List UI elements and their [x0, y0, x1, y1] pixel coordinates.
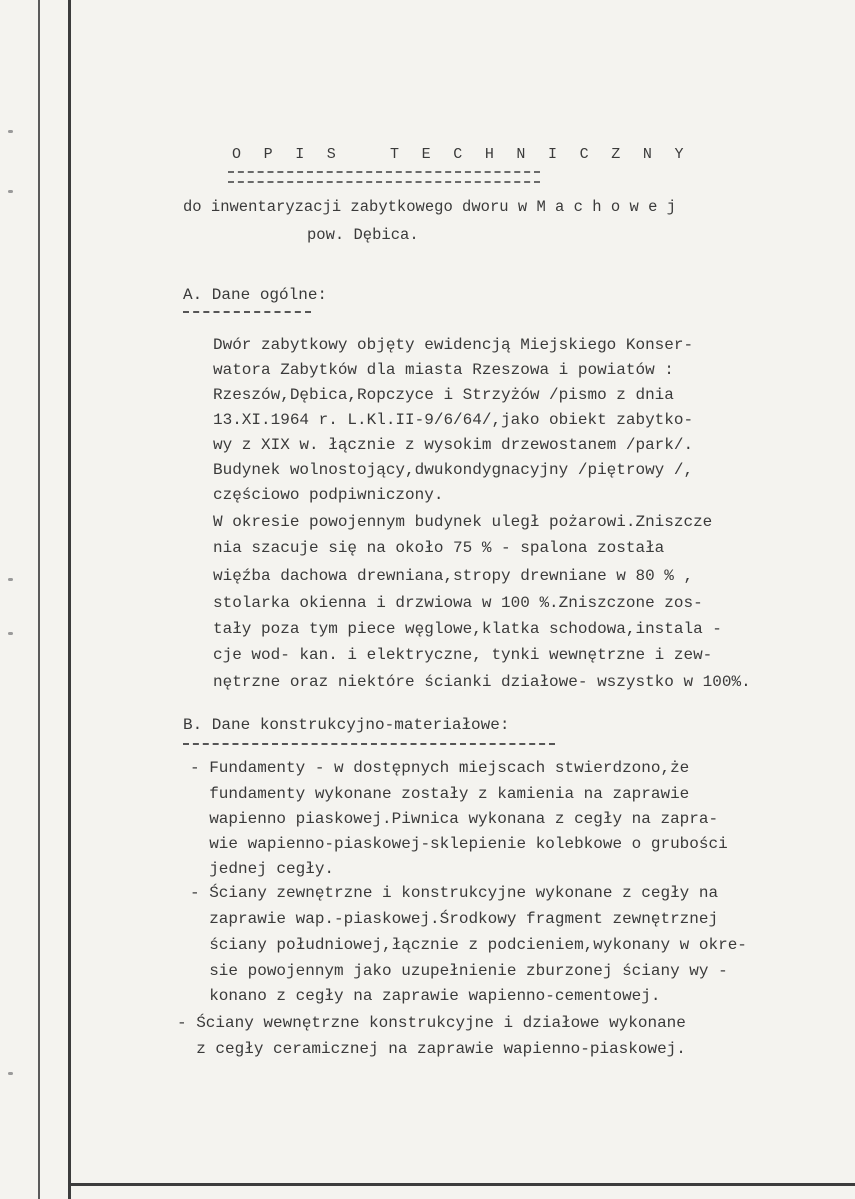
subtitle: do inwentaryzacji zabytkowego dworu w M a c h o w e j — [183, 198, 676, 216]
text-line: jednej cegły. — [190, 860, 335, 878]
section-b-underline — [183, 743, 555, 745]
text-line: konano z cegły na zaprawie wapienno-cementowej. — [190, 987, 661, 1005]
section-a-heading: A. Dane ogólne: — [183, 286, 328, 304]
text-line: W okresie powojennym budynek uległ pożarowi.Zniszcze — [213, 513, 713, 531]
punch-mark — [8, 130, 13, 133]
text-line: zaprawie wap.-piaskowej.Środkowy fragment zewnętrznej — [190, 910, 719, 928]
document-title: O P I S T E C H N I C Z N Y — [232, 146, 691, 163]
punch-mark — [8, 190, 13, 193]
text-line: fundamenty wykonane zostały z kamienia na zaprawie — [190, 785, 690, 803]
text-line: ściany południowej,łącznie z podcieniem,wykonany w okre- — [190, 936, 747, 954]
text-line: z cegły ceramicznej na zaprawie wapienno-piaskowej. — [177, 1040, 686, 1058]
text-line: sie powojennym jako uzupełnienie zburzonej ściany wy - — [190, 962, 728, 980]
text-line: nętrzne oraz niektóre ścianki działowe- wszystko w 100%. — [213, 673, 751, 691]
text-line: - Ściany wewnętrzne konstrukcyjne i działowe wykonane — [177, 1014, 686, 1032]
title-underline — [228, 171, 540, 183]
punch-mark — [8, 632, 13, 635]
text-line: Rzeszów,Dębica,Ropczyce i Strzyżów /pismo z dnia — [213, 386, 674, 404]
text-line: wapienno piaskowej.Piwnica wykonana z cegły na zapra- — [190, 810, 719, 828]
text-line: watora Zabytków dla miasta Rzeszowa i powiatów : — [213, 361, 674, 379]
text-line: wie wapienno-piaskowej-sklepienie kolebkowe o grubości — [190, 835, 728, 853]
text-line: 13.XI.1964 r. L.Kl.II-9/6/64/,jako obiekt zabytko- — [213, 411, 694, 429]
text-line: Budynek wolnostojący,dwukondygnacyjny /piętrowy /, — [213, 461, 694, 479]
punch-mark — [8, 578, 13, 581]
text-line: więźba dachowa drewniana,stropy drewniane w 80 % , — [213, 567, 694, 585]
text-line: tały poza tym piece węglowe,klatka schodowa,instala - — [213, 620, 722, 638]
binding-line — [38, 0, 40, 1199]
punch-mark — [8, 1072, 13, 1075]
text-line: częściowo podpiwniczony. — [213, 486, 444, 504]
text-line: - Ściany zewnętrzne i konstrukcyjne wykonane z cegły na — [190, 884, 719, 902]
text-line: stolarka okienna i drzwiowa w 100 %.Zniszczone zos- — [213, 594, 703, 612]
section-b-heading: B. Dane konstrukcyjno-materiałowe: — [183, 716, 510, 734]
text-line: cje wod- kan. i elektryczne, tynki wewnętrzne i zew- — [213, 646, 713, 664]
text-line: nia szacuje się na około 75 % - spalona została — [213, 539, 665, 557]
bottom-rule — [68, 1183, 855, 1186]
text-line: wy z XIX w. łącznie z wysokim drzewostanem /park/. — [213, 436, 694, 454]
subtitle-county: pow. Dębica. — [307, 226, 419, 244]
section-a-underline — [183, 311, 311, 313]
text-line: - Fundamenty - w dostępnych miejscach stwierdzono,że — [190, 759, 690, 777]
margin-rule — [68, 0, 71, 1199]
text-line: Dwór zabytkowy objęty ewidencją Miejskiego Konser- — [213, 336, 694, 354]
